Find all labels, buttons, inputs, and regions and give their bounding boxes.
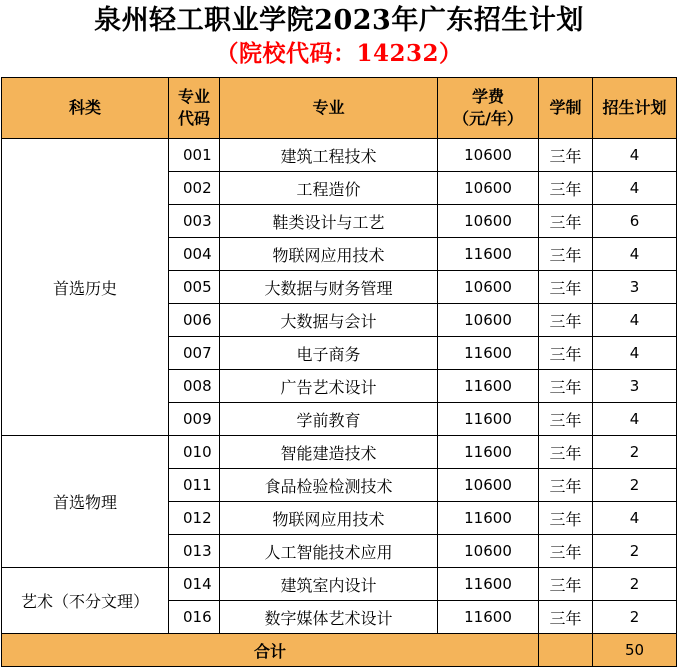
major-code-cell: 001 xyxy=(169,139,220,172)
header-fee-line1: 学费 xyxy=(471,87,504,106)
tuition-cell: 10600 xyxy=(438,469,539,502)
duration-cell: 三年 xyxy=(539,403,593,436)
enrollment-plan-table xyxy=(1,77,677,667)
major-code-cell: 016 xyxy=(169,601,220,634)
duration-cell: 三年 xyxy=(539,238,593,271)
major-name-cell: 建筑工程技术 xyxy=(220,139,438,172)
header-code-line2: 代码 xyxy=(177,109,210,128)
major-name-cell: 物联网应用技术 xyxy=(220,238,438,271)
tuition-cell: 10600 xyxy=(438,271,539,304)
table-row xyxy=(2,568,677,601)
plan-count-cell: 4 xyxy=(593,139,677,172)
table-header-row xyxy=(2,78,677,139)
table-row xyxy=(2,436,677,469)
duration-cell: 三年 xyxy=(539,535,593,568)
duration-cell: 三年 xyxy=(539,436,593,469)
duration-cell: 三年 xyxy=(539,601,593,634)
major-code-cell: 010 xyxy=(169,436,220,469)
plan-count-cell: 4 xyxy=(593,304,677,337)
major-code-cell: 009 xyxy=(169,403,220,436)
header-major-code xyxy=(169,78,220,139)
major-name-cell: 大数据与会计 xyxy=(220,304,438,337)
major-name-cell: 智能建造技术 xyxy=(220,436,438,469)
table-body xyxy=(2,139,677,634)
major-name-cell: 广告艺术设计 xyxy=(220,370,438,403)
major-code-cell: 007 xyxy=(169,337,220,370)
plan-count-cell: 2 xyxy=(593,436,677,469)
plan-count-cell: 4 xyxy=(593,238,677,271)
plan-count-cell: 3 xyxy=(593,370,677,403)
header-tuition xyxy=(438,78,539,139)
header-fee-line2: （元/年） xyxy=(453,109,523,128)
major-code-cell: 003 xyxy=(169,205,220,238)
plan-count-cell: 2 xyxy=(593,535,677,568)
major-code-cell: 013 xyxy=(169,535,220,568)
tuition-cell: 11600 xyxy=(438,502,539,535)
tuition-cell: 10600 xyxy=(438,172,539,205)
tuition-cell: 11600 xyxy=(438,337,539,370)
total-row xyxy=(2,634,677,667)
major-name-cell: 人工智能技术应用 xyxy=(220,535,438,568)
plan-count-cell: 2 xyxy=(593,568,677,601)
plan-count-cell: 4 xyxy=(593,172,677,205)
school-code-subtitle: （院校代码：14232） xyxy=(215,40,463,67)
duration-cell: 三年 xyxy=(539,205,593,238)
duration-cell: 三年 xyxy=(539,139,593,172)
major-name-cell: 工程造价 xyxy=(220,172,438,205)
tuition-cell: 11600 xyxy=(438,238,539,271)
plan-count-cell: 4 xyxy=(593,403,677,436)
major-code-cell: 012 xyxy=(169,502,220,535)
duration-cell: 三年 xyxy=(539,370,593,403)
category-cell: 首选历史 xyxy=(2,139,169,436)
plan-count-cell: 4 xyxy=(593,502,677,535)
major-name-cell: 电子商务 xyxy=(220,337,438,370)
header-category: 科类 xyxy=(2,78,169,139)
total-label: 合计 xyxy=(2,634,539,667)
tuition-cell: 10600 xyxy=(438,304,539,337)
tuition-cell: 11600 xyxy=(438,403,539,436)
tuition-cell: 11600 xyxy=(438,568,539,601)
category-cell: 首选物理 xyxy=(2,436,169,568)
major-name-cell: 食品检验检测技术 xyxy=(220,469,438,502)
duration-cell: 三年 xyxy=(539,337,593,370)
major-code-cell: 004 xyxy=(169,238,220,271)
duration-cell: 三年 xyxy=(539,271,593,304)
duration-cell: 三年 xyxy=(539,568,593,601)
page-title: 泉州轻工职业学院2023年广东招生计划 xyxy=(94,5,584,36)
major-name-cell: 鞋类设计与工艺 xyxy=(220,205,438,238)
tuition-cell: 11600 xyxy=(438,370,539,403)
category-cell: 艺术（不分文理） xyxy=(2,568,169,634)
major-code-cell: 005 xyxy=(169,271,220,304)
duration-cell: 三年 xyxy=(539,469,593,502)
plan-count-cell: 3 xyxy=(593,271,677,304)
plan-count-cell: 6 xyxy=(593,205,677,238)
major-code-cell: 008 xyxy=(169,370,220,403)
plan-count-cell: 2 xyxy=(593,469,677,502)
major-name-cell: 物联网应用技术 xyxy=(220,502,438,535)
duration-cell: 三年 xyxy=(539,502,593,535)
tuition-cell: 11600 xyxy=(438,601,539,634)
header-plan: 招生计划 xyxy=(593,78,677,139)
major-code-cell: 006 xyxy=(169,304,220,337)
major-name-cell: 大数据与财务管理 xyxy=(220,271,438,304)
tuition-cell: 11600 xyxy=(438,436,539,469)
duration-cell: 三年 xyxy=(539,304,593,337)
major-name-cell: 数字媒体艺术设计 xyxy=(220,601,438,634)
table-row xyxy=(2,139,677,172)
major-name-cell: 建筑室内设计 xyxy=(220,568,438,601)
header-duration: 学制 xyxy=(539,78,593,139)
major-code-cell: 002 xyxy=(169,172,220,205)
major-name-cell: 学前教育 xyxy=(220,403,438,436)
header-major: 专业 xyxy=(220,78,438,139)
plan-count-cell: 2 xyxy=(593,601,677,634)
tuition-cell: 10600 xyxy=(438,205,539,238)
tuition-cell: 10600 xyxy=(438,535,539,568)
major-code-cell: 014 xyxy=(169,568,220,601)
tuition-cell: 10600 xyxy=(438,139,539,172)
header-code-line1: 专业 xyxy=(177,87,210,106)
total-empty-cell xyxy=(539,634,593,667)
total-value: 50 xyxy=(593,634,677,667)
plan-count-cell: 4 xyxy=(593,337,677,370)
duration-cell: 三年 xyxy=(539,172,593,205)
major-code-cell: 011 xyxy=(169,469,220,502)
